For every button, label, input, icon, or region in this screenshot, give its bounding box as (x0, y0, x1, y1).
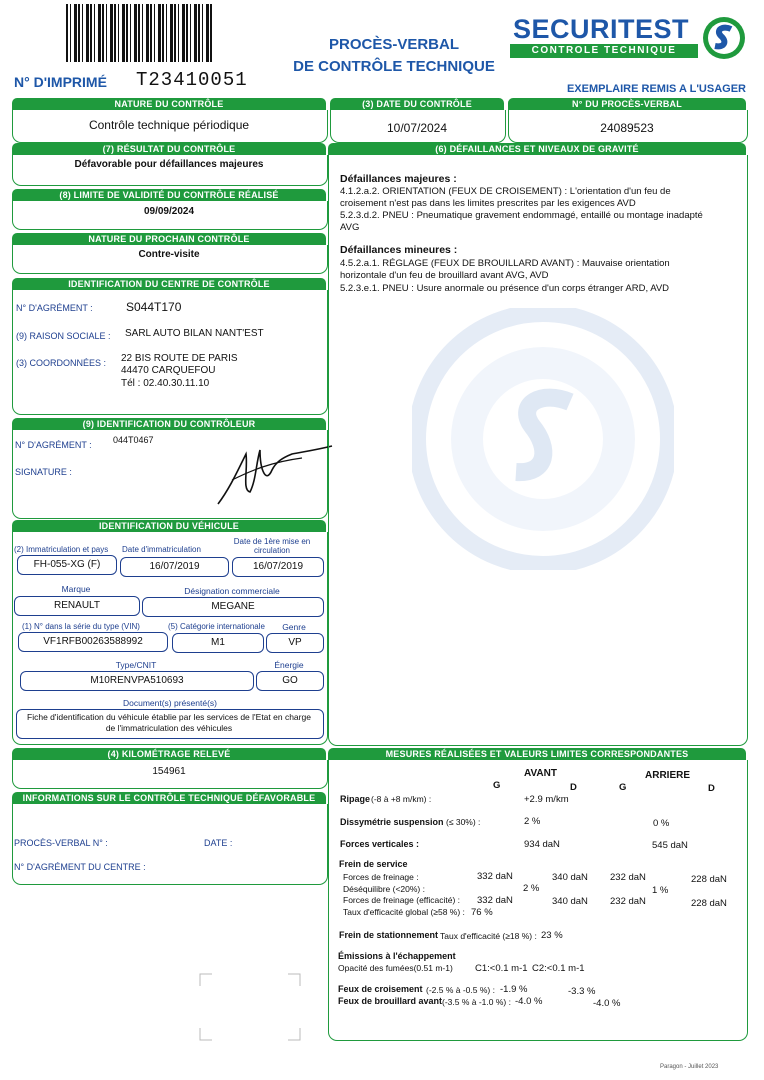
opac-label: Opacité des fumées(0.51 m-1) (338, 963, 453, 973)
centre-raison: SARL AUTO BILAN NANT'EST (125, 328, 264, 339)
mineures-title: Défaillances mineures : (340, 244, 458, 256)
nature-header: NATURE DU CONTRÔLE (12, 98, 326, 110)
croise-d: -3.3 % (568, 986, 596, 997)
forces-label: Forces verticales : (340, 839, 420, 849)
ffe-av-d: 340 daN (552, 896, 588, 907)
d-av-label: D (570, 782, 577, 793)
centre-addr2: 44470 CARQUEFOU (121, 365, 216, 376)
majeures-title: Défaillances majeures : (340, 173, 457, 185)
c2-value: C2:<0.1 m-1 (532, 963, 585, 974)
designation-field: MEGANE (142, 597, 324, 617)
ripage-label: Ripage (340, 794, 371, 804)
taux-label: Taux d'efficacité global (≥58 %) : (343, 907, 465, 917)
resultat-header: (7) RÉSULTAT DU CONTRÔLE (12, 143, 326, 155)
energie-label: Énergie (274, 660, 304, 670)
ffe-ar-d: 228 daN (691, 898, 727, 909)
documents-label: Document(s) présenté(s) (122, 698, 217, 708)
taux-value: 76 % (471, 907, 493, 918)
mineures-line-2: horizontale d'un feu de brouillard avant AVG, AVD (340, 270, 549, 281)
centre-agrement-label: N° D'AGRÉMENT : (16, 303, 93, 313)
def-date-label: DATE : (204, 838, 233, 848)
signature-image (212, 440, 334, 508)
frein-label: Frein de service (339, 859, 408, 869)
ff-av-d: 340 daN (552, 872, 588, 883)
avant-label: AVANT (524, 768, 557, 779)
centre-raison-label: (9) RAISON SOCIALE : (16, 331, 111, 341)
stat-text: Taux d'efficacité (≥18 %) : (440, 931, 537, 941)
controleur-agrement-label: N° D'AGRÉMENT : (15, 440, 92, 450)
stat-value: 23 % (541, 930, 563, 941)
km-value: 154961 (152, 766, 186, 777)
title-line1: PROCÈS-VERBAL (328, 36, 459, 53)
date-value: 10/07/2024 (386, 121, 448, 135)
d-ar-label: D (708, 783, 715, 794)
footer: Paragon - Juillet 2023 (660, 1064, 719, 1070)
title-line2: DE CONTRÔLE TECHNIQUE (293, 58, 495, 75)
ripage-limits: (-8 à +8 m/km) : (371, 794, 432, 804)
mineures-line-1: 4.5.2.a.1. RÉGLAGE (FEUX DE BROUILLARD AVANT) : Mauvaise orientation (340, 258, 670, 269)
brand-logo (508, 14, 752, 64)
ffe-av-g: 332 daN (477, 895, 513, 906)
centre-header: IDENTIFICATION DU CENTRE DE CONTRÔLE (12, 278, 326, 290)
arriere-label: ARRIERE (645, 770, 691, 781)
ff-label: Forces de freinage : (343, 872, 419, 882)
centre-addr1: 22 BIS ROUTE DE PARIS (121, 353, 238, 364)
forces-ar: 545 daN (652, 840, 688, 851)
date-immat-field: 16/07/2019 (120, 557, 229, 577)
prochain-value: Contre-visite (138, 249, 200, 260)
marque-field: RENAULT (14, 596, 140, 616)
croise-g: -1.9 % (500, 984, 528, 995)
imprime-number: T23410051 (136, 69, 248, 91)
g-av-label: G (493, 780, 501, 791)
categorie-label: (5) Catégorie internationale (168, 622, 265, 631)
dissy-ar: 0 % (653, 818, 670, 829)
genre-label: Genre (282, 622, 306, 632)
categorie-field: M1 (172, 633, 264, 653)
type-field: M10RENVPA510693 (20, 671, 254, 691)
date-header: (3) DATE DU CONTRÔLE (330, 98, 504, 110)
controleur-agrement: 044T0467 (113, 435, 154, 445)
vehicule-header: IDENTIFICATION DU VÉHICULE (12, 520, 326, 532)
energie-field: GO (256, 671, 324, 691)
centre-tel: Tél : 02.40.30.11.10 (121, 378, 210, 389)
signature-label: SIGNATURE : (15, 467, 72, 477)
validite-header: (8) LIMITE DE VALIDITÉ DU CONTRÔLE RÉALISÉ (12, 189, 326, 201)
exemplaire: EXEMPLAIRE REMIS A L'USAGER (566, 83, 746, 95)
premiere-field: 16/07/2019 (232, 557, 324, 577)
marque-label: Marque (61, 584, 91, 594)
barcode (66, 4, 214, 62)
croise-limits: (-2.5 % à -0.5 %) : (426, 985, 495, 995)
c1-value: C1:<0.1 m-1 (475, 963, 528, 974)
defaillances-header: (6) DÉFAILLANCES ET NIVEAUX DE GRAVITÉ (328, 143, 746, 155)
ff-ar-g: 232 daN (610, 872, 646, 883)
vin-field: VF1RFB00263588992 (18, 632, 168, 652)
g-ar-label: G (619, 782, 627, 793)
stat-label: Frein de stationnement (339, 930, 439, 940)
corner-marks (198, 972, 302, 1042)
genre-field: VP (266, 633, 324, 653)
mesures-header: MESURES RÉALISÉES ET VALEURS LIMITES CORRESPONDANTES (328, 748, 746, 760)
ffe-label: Forces de freinage (efficacité) : (343, 895, 461, 905)
immat-field: FH-055-XG (F) (17, 555, 117, 575)
brouil-label: Feux de brouillard avant (338, 996, 443, 1006)
designation-label: Désignation commerciale (184, 586, 280, 596)
documents-value: Fiche d'identification du véhicule établie par les services de l'Etat en charge de l'immatriculation des véhicules (27, 712, 311, 733)
nature-value: Contrôle technique périodique (88, 118, 250, 132)
centre-agrement: S044T170 (126, 300, 182, 314)
validite-value: 09/09/2024 (143, 206, 195, 217)
def-agrement-label: N° D'AGRÉMENT DU CENTRE : (14, 862, 146, 872)
securitest-s-icon (700, 14, 748, 62)
immat-label: (2) Immatriculation et pays (14, 545, 109, 554)
type-label: Type/CNIT (115, 660, 157, 670)
premiere-label: Date de 1ère mise en circulation (233, 537, 311, 555)
imprime-label: N° D'IMPRIMÉ (14, 74, 107, 90)
centre-coord-label: (3) COORDONNÉES : (16, 358, 107, 368)
majeures-line-4: AVG (340, 222, 360, 233)
majeures-line-2: croisement n'est pas dans les limites prescrites par les exigences AVD (340, 198, 636, 209)
defavorable-header: INFORMATIONS SUR LE CONTRÔLE TECHNIQUE DÉFAVORABLE (12, 792, 326, 804)
brouil-d: -4.0 % (593, 998, 621, 1009)
majeures-line-1: 4.1.2.a.2. ORIENTATION (FEUX DE CROISEMENT) : L'orientation d'un feu de (340, 186, 671, 197)
dissy-limits: (≤ 30%) : (446, 817, 481, 827)
brouil-g: -4.0 % (515, 996, 543, 1007)
pv-value: 24089523 (600, 121, 654, 135)
ripage-value: +2.9 m/km (524, 794, 569, 805)
deseq-av: 2 % (523, 883, 540, 894)
ffe-ar-g: 232 daN (610, 896, 646, 907)
dissy-av: 2 % (524, 816, 541, 827)
pv-header: N° DU PROCÈS-VERBAL (508, 98, 746, 110)
date-immat-label: Date d'immatriculation (122, 545, 201, 554)
vin-label: (1) N° dans la série du type (VIN) (22, 622, 140, 631)
mineures-line-3: 5.2.3.e.1. PNEU : Usure anormale ou présence d'un corps étranger ARD, AVD (340, 283, 670, 294)
def-pv-label: PROCÈS-VERBAL N° : (14, 838, 108, 848)
resultat-value: Défavorable pour défaillances majeures (74, 159, 264, 170)
prochain-header: NATURE DU PROCHAIN CONTRÔLE (12, 233, 326, 245)
forces-av: 934 daN (524, 839, 560, 850)
deseq-label: Déséquilibre (<20%) : (343, 884, 425, 894)
brand-name: SECURITEST (513, 14, 690, 44)
majeures-line-3: 5.2.3.d.2. PNEU : Pneumatique gravement endommagé, entaillé ou montage inadapté (340, 210, 703, 221)
deseq-ar: 1 % (652, 885, 669, 896)
watermark-seal-icon (412, 308, 674, 570)
controleur-header: (9) IDENTIFICATION DU CONTRÔLEUR (12, 418, 326, 430)
brand-sub: CONTROLE TECHNIQUE (510, 44, 698, 58)
km-header: (4) KILOMÉTRAGE RELEVÉ (12, 748, 326, 760)
brouil-limits: (-3.5 % à -1.0 %) : (442, 997, 511, 1007)
dissy-label: Dissymétrie suspension (340, 817, 444, 827)
ff-ar-d: 228 daN (691, 874, 727, 885)
emis-label: Émissions à l'échappement (338, 951, 456, 961)
ff-av-g: 332 daN (477, 871, 513, 882)
croise-label: Feux de croisement (338, 984, 423, 994)
